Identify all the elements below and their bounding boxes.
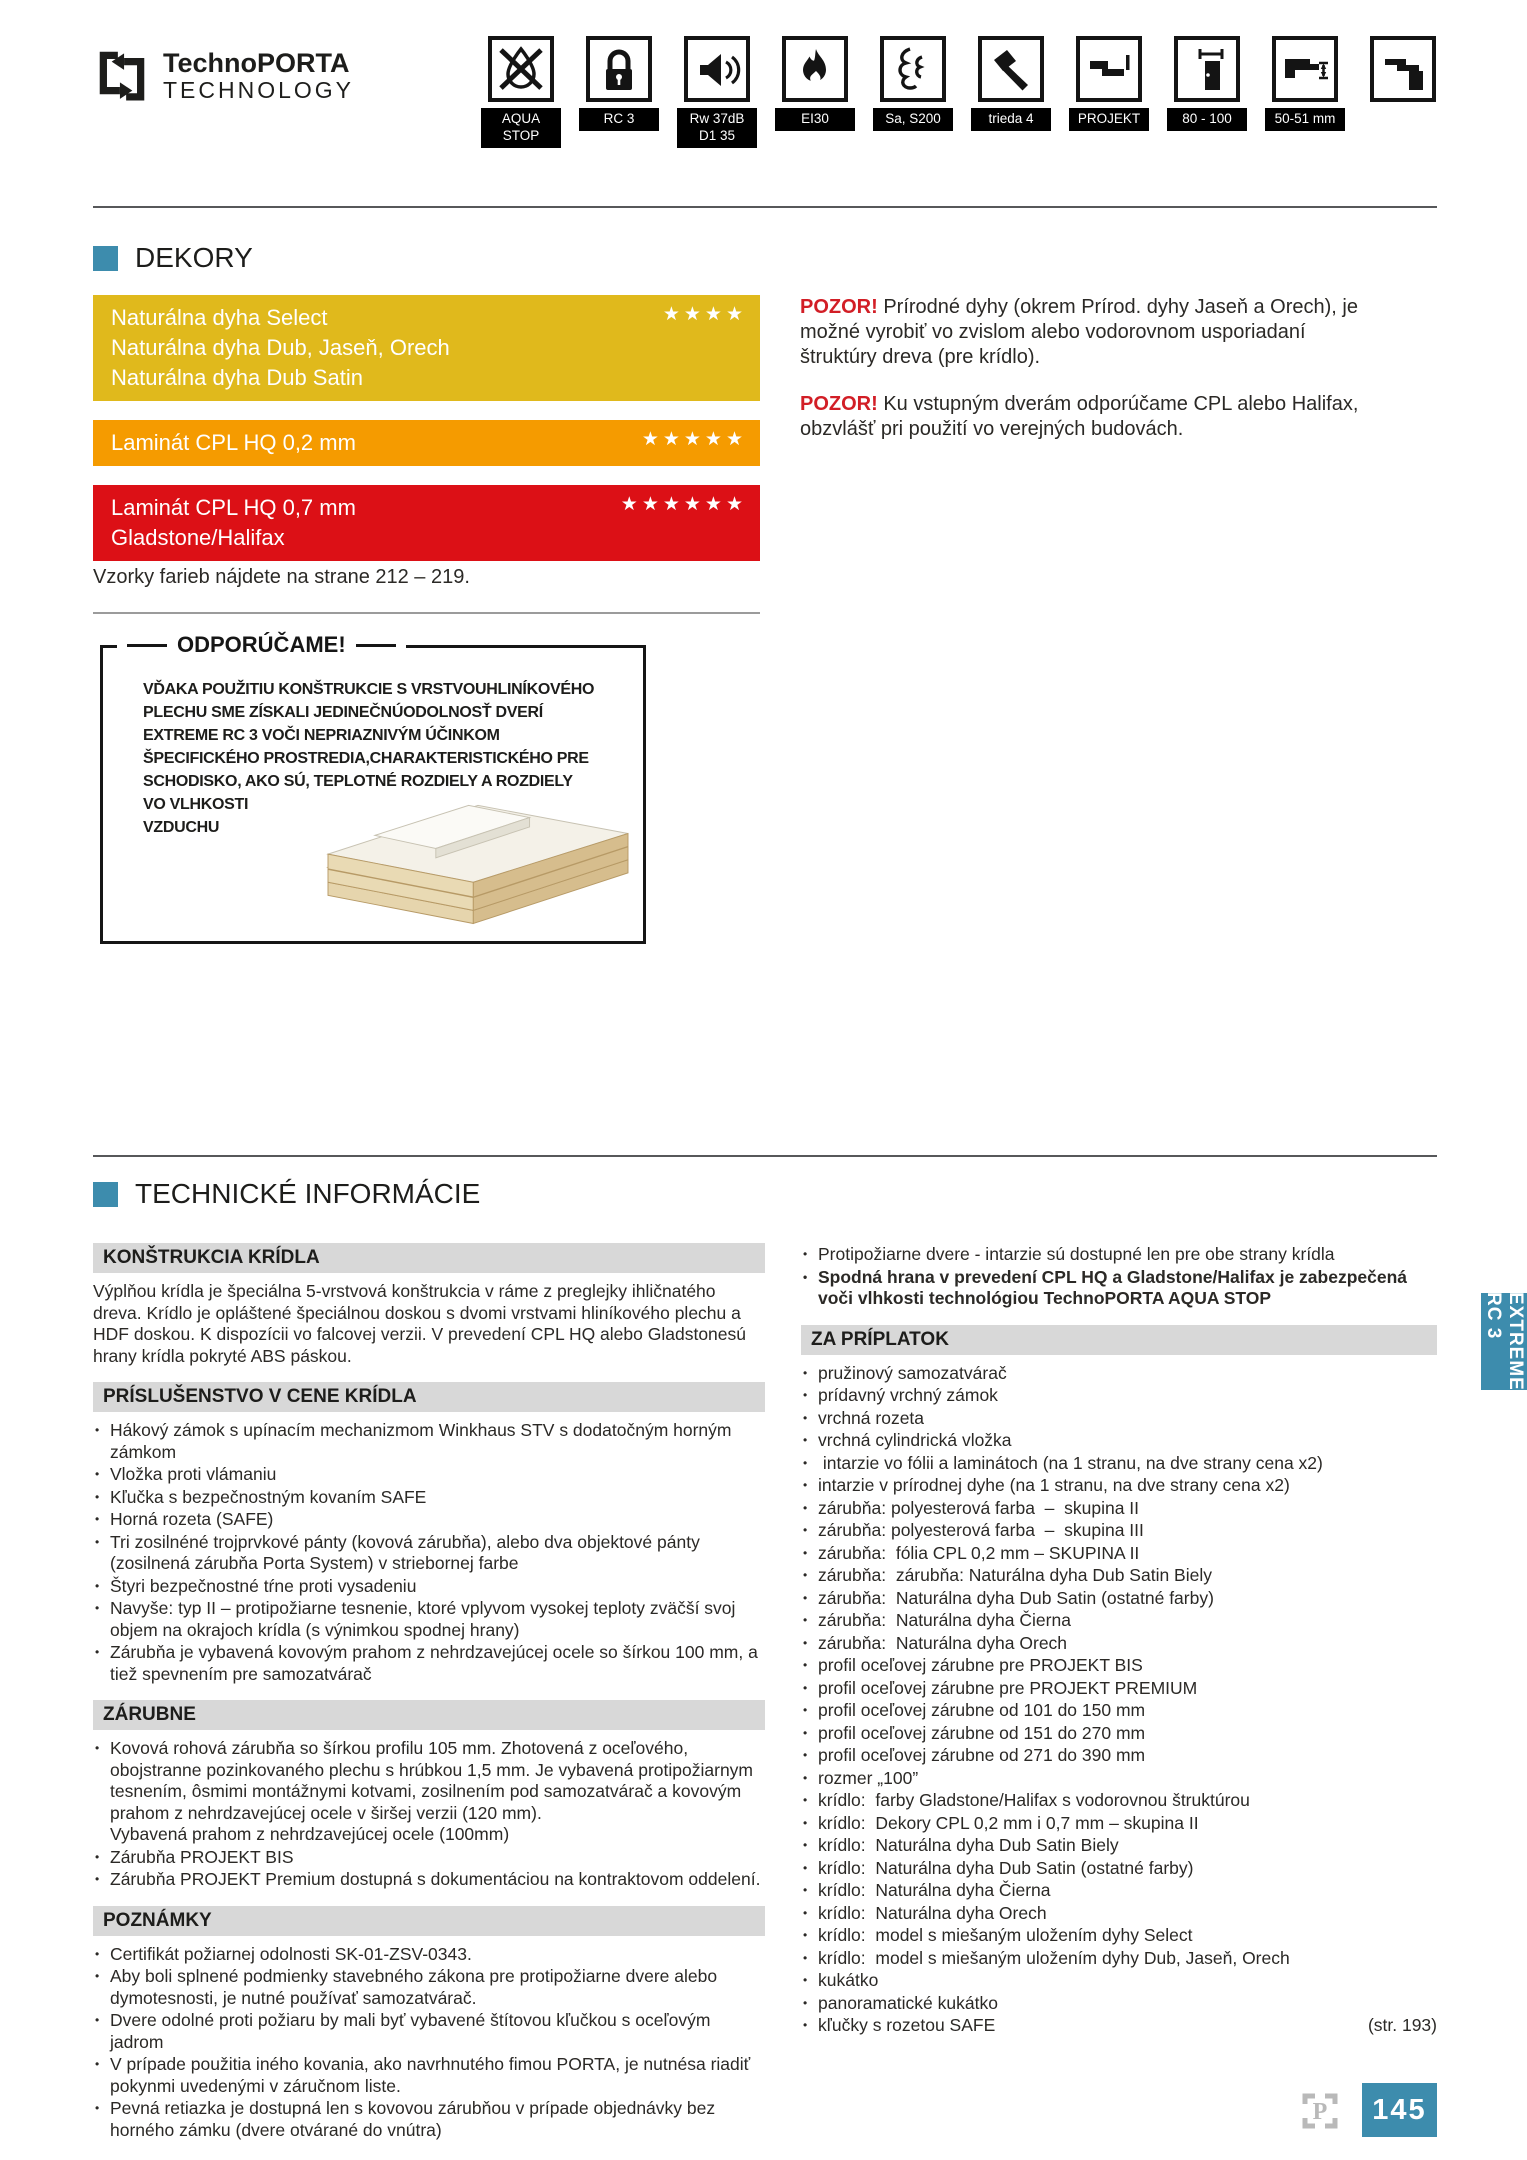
list-item: • intarzie v prírodnej dyhe (na 1 stranu, na dve strany cena x2) bbox=[801, 1475, 1437, 1497]
list-item: • Zárubňa PROJEKT BIS bbox=[93, 1847, 765, 1869]
tech-section-title bbox=[93, 1178, 480, 1210]
star-rating: ★★★★ bbox=[662, 304, 747, 325]
lock-icon bbox=[586, 36, 652, 102]
recommend-title: ODPORÚČAME! bbox=[117, 632, 406, 658]
recycle-arrows-icon bbox=[93, 44, 151, 107]
decor-bars bbox=[93, 295, 760, 580]
section-title-text: TECHNICKÉ INFORMÁCIE bbox=[135, 1178, 481, 1209]
list-item: • Hákový zámok s upínacím mechanizmom Winkhaus STV s dodatočným horným zámkom bbox=[93, 1420, 765, 1463]
decor-line: Laminát CPL HQ 0,2 mm bbox=[111, 430, 356, 455]
list-item: • zárubňa: Naturálna dyha Čierna bbox=[801, 1610, 1437, 1632]
pozor-text: Ku vstupným dverám odporúčame CPL alebo Halifax, obzvlášť pri použití vo verejných budovách. bbox=[800, 393, 1359, 440]
list-item: • kukátko bbox=[801, 1970, 1437, 1992]
recommend-box bbox=[100, 632, 646, 944]
list-item: • Kľučka s bezpečnostným kovaním SAFE bbox=[93, 1487, 765, 1509]
section-title-text: DEKORY bbox=[135, 242, 253, 273]
pozor-label: POZOR! bbox=[800, 393, 878, 415]
tech-columns bbox=[93, 1243, 1437, 2142]
decor-line: Naturálna dyha Dub, Jaseň, Orech bbox=[111, 335, 450, 360]
list-item: • zárubňa: Naturálna dyha Dub Satin (ostatné farby) bbox=[801, 1588, 1437, 1610]
hammer-icon bbox=[978, 36, 1044, 102]
porta-brand-icon bbox=[1297, 2088, 1343, 2139]
list-item: • Vložka proti vlámaniu bbox=[93, 1464, 765, 1486]
smoke-icon bbox=[880, 36, 946, 102]
decor-bar-cpl-07 bbox=[93, 485, 760, 561]
zarubne-list bbox=[93, 1738, 765, 1891]
list-item: • Kovová rohová zárubňa so šírkou profilu 105 mm. Zhotovená z oceľového, obojstranne pozinkovaného plechu s hrúbkou 1,5 mm. Je vybavená protipožiarnym tesnením, ôsmimi montážnymi kotvami, zosilnením pod samozatvárač a kovovým prahom z nehrdzavejúcej ocele v širšej verzii (120 mm). Vybavená prahom z nehrdzavejúcej ocele (100mm) bbox=[93, 1738, 765, 1846]
cert-smoke bbox=[874, 36, 952, 148]
list-item: • krídlo: Naturálna dyha Orech bbox=[801, 1903, 1437, 1925]
list-item: • intarzie vo fólii a laminátoch (na 1 stranu, na dve strany cena x2) bbox=[801, 1453, 1437, 1475]
logo-line1: TechnoPORTA bbox=[163, 48, 350, 79]
list-item: • zárubňa: fólia CPL 0,2 mm – SKUPINA II bbox=[801, 1543, 1437, 1565]
door-cross-section-image bbox=[318, 781, 638, 936]
cert-wall-profile bbox=[1364, 36, 1442, 148]
color-samples-note: Vzorky farieb nájdete na strane 212 – 219. bbox=[93, 566, 470, 588]
list-item: • krídlo: model s miešaným uložením dyhy Select bbox=[801, 1925, 1437, 1947]
right-top-list bbox=[801, 1244, 1437, 1310]
brand-letter: P bbox=[1312, 2099, 1328, 2125]
pozor-notes bbox=[800, 295, 1365, 464]
section-square-icon bbox=[93, 246, 118, 271]
list-item: • Navyše: typ II – protipožiarne tesnenie, ktoré vplyvom vysokej teploty zväčší svoj objem na okrajoch krídla (s výnimkou spodnej hrany) bbox=[93, 1598, 765, 1641]
cert-thickness bbox=[1266, 36, 1344, 148]
decor-bar-cpl-02 bbox=[93, 420, 760, 466]
list-item: • zárubňa: polyesterová farba – skupina II bbox=[801, 1498, 1437, 1520]
list-item: • prídavný vrchný zámok bbox=[801, 1385, 1437, 1407]
heading-prislusenstvo: PRÍSLUŠENSTVO V CENE KRÍDLA bbox=[93, 1382, 765, 1412]
star-rating: ★★★★★ bbox=[641, 429, 747, 450]
list-item: • profil oceľovej zárubne od 151 do 270 mm bbox=[801, 1723, 1437, 1745]
decor-line: Gladstone/Halifax bbox=[111, 525, 285, 550]
cert-label: 80 - 100 bbox=[1167, 108, 1247, 131]
profile-height-icon bbox=[1272, 36, 1338, 102]
decor-line: Laminát CPL HQ 0,7 mm bbox=[111, 495, 356, 520]
cert-aqua-stop bbox=[482, 36, 560, 148]
flame-icon bbox=[782, 36, 848, 102]
divider bbox=[93, 1155, 1437, 1157]
pozor-label: POZOR! bbox=[800, 296, 878, 318]
pozor-text: Prírodné dyhy (okrem Prírod. dyhy Jaseň a Orech), je možné vyrobiť vo zvislom alebo vodorovnom usporiadaní štruktúry dreva (pre krídlo). bbox=[800, 296, 1358, 368]
list-item: • krídlo: Naturálna dyha Dub Satin Biely bbox=[801, 1835, 1437, 1857]
list-item: • Certifikát požiarnej odolnosti SK-01-ZSV-0343. bbox=[93, 1944, 765, 1966]
heading-za-priplatok: ZA PRÍPLATOK bbox=[801, 1325, 1437, 1355]
technoporta-logo bbox=[93, 44, 354, 107]
cert-label: Sa, S200 bbox=[873, 108, 953, 131]
divider bbox=[93, 206, 1437, 208]
star-rating: ★★★★★★ bbox=[620, 494, 747, 515]
list-item: • zárubňa: polyesterová farba – skupina III bbox=[801, 1520, 1437, 1542]
heading-zarubne: ZÁRUBNE bbox=[93, 1700, 765, 1730]
list-item: • zárubňa: Naturálna dyha Orech bbox=[801, 1633, 1437, 1655]
cert-label: RC 3 bbox=[579, 108, 659, 131]
list-item: • vrchná rozeta bbox=[801, 1408, 1437, 1430]
logo-line2: TECHNOLOGY bbox=[163, 76, 355, 103]
list-item: • Tri zosilnéné trojprvkové pánty (kovová zárubňa), alebo dva objektové pánty (zosilnená zárubňa Porta System) v striebornej farbe bbox=[93, 1532, 765, 1575]
wall-profile-icon bbox=[1370, 36, 1436, 102]
list-item: • zárubňa: zárubňa: Naturálna dyha Dub Satin Biely bbox=[801, 1565, 1437, 1587]
list-item: • profil oceľovej zárubne od 101 do 150 mm bbox=[801, 1700, 1437, 1722]
cert-acoustic bbox=[678, 36, 756, 148]
cert-rc3 bbox=[580, 36, 658, 148]
cert-projekt bbox=[1070, 36, 1148, 148]
surcharge-list bbox=[801, 1363, 1437, 2037]
list-item: • krídlo: model s miešaným uložením dyhy Dub, Jaseň, Orech bbox=[801, 1948, 1437, 1970]
list-item: • rozmer „100” bbox=[801, 1768, 1437, 1790]
list-item: • pružinový samozatvárač bbox=[801, 1363, 1437, 1385]
decor-line: Naturálna dyha Select bbox=[111, 305, 328, 330]
heading-poznamky: POZNÁMKY bbox=[93, 1906, 765, 1936]
pozor-note bbox=[800, 392, 1365, 442]
cert-fire bbox=[776, 36, 854, 148]
list-item: • Zárubňa PROJEKT Premium dostupná s dokumentáciou na kontraktovom oddelení. bbox=[93, 1869, 765, 1891]
cert-label: PROJEKT bbox=[1069, 108, 1149, 131]
list-item: • Spodná hrana v prevedení CPL HQ a Gladstone/Halifax je zabezpečená voči vlhkosti technológiou TechnoPORTA AQUA STOP bbox=[801, 1267, 1437, 1310]
side-tab-extreme-rc3: EXTREME RC 3 bbox=[1483, 1292, 1526, 1391]
list-item: • krídlo: Naturálna dyha Dub Satin (ostatné farby) bbox=[801, 1858, 1437, 1880]
prislusenstvo-list bbox=[93, 1420, 765, 1685]
aqua-stop-icon bbox=[488, 36, 554, 102]
tech-left-column bbox=[93, 1243, 765, 2142]
cert-label: 50-51 mm bbox=[1265, 108, 1345, 131]
list-item: • profil oceľovej zárubne od 271 do 390 mm bbox=[801, 1745, 1437, 1767]
dekory-section-title bbox=[93, 242, 253, 274]
list-item: • Horná rozeta (SAFE) bbox=[93, 1509, 765, 1531]
divider bbox=[93, 612, 760, 614]
tech-right-column bbox=[801, 1243, 1437, 2142]
list-item: • vrchná cylindrická vložka bbox=[801, 1430, 1437, 1452]
decor-line: Naturálna dyha Dub Satin bbox=[111, 365, 363, 390]
list-item: • profil oceľovej zárubne pre PROJEKT BIS bbox=[801, 1655, 1437, 1677]
list-item: • krídlo: Naturálna dyha Čierna bbox=[801, 1880, 1437, 1902]
list-item: • Protipožiarne dvere - intarzie sú dostupné len pre obe strany krídla bbox=[801, 1244, 1437, 1266]
list-item: • V prípade použitia iného kovania, ako navrhnutého fimou PORTA, je nutnésa riadiť pokynmi uvedenými v záručnom liste. bbox=[93, 2054, 765, 2097]
logo-text bbox=[163, 49, 354, 101]
recommend-text: VĎAKA POUŽITIU KONŠTRUKCIE S VRSTVOUHLINÍKOVÉHO PLECHU SME ZÍSKALI JEDINEČNÚODOLNOSŤ DVERÍ EXTREME RC 3 VOČI NEPRIAZNIVÝM ÚČINKOM ŠPECIFICKÉHO PROSTREDIA,CHARAKTERISTICKÉHO PRE SCHODISKO, AKO SÚ, TEPLOTNÉ ROZDIELY A ROZDIELY VO VLHKOSTI VZDUCHU bbox=[143, 681, 595, 836]
certification-icons-row bbox=[482, 36, 1442, 148]
page-header bbox=[93, 36, 1442, 148]
page-number-badge: 145 bbox=[1362, 2083, 1437, 2137]
speaker-icon bbox=[684, 36, 750, 102]
cert-label: Rw 37dB D1 35 bbox=[677, 108, 757, 148]
heading-konstrukcia-kridla: KONŠTRUKCIA KRÍDLA bbox=[93, 1243, 765, 1273]
pozor-note bbox=[800, 295, 1365, 370]
poznamky-list bbox=[93, 1944, 765, 2142]
cert-width bbox=[1168, 36, 1246, 148]
list-item: • krídlo: farby Gladstone/Halifax s vodorovnou štruktúrou bbox=[801, 1790, 1437, 1812]
list-item: • (str. 193) kľučky s rozetou SAFE bbox=[801, 2015, 1437, 2037]
list-item: • Zárubňa je vybavená kovovým prahom z nehrdzavejúcej ocele so šírkou 100 mm, a tiež spevnením pre samozatvárač bbox=[93, 1642, 765, 1685]
list-item: • Pevná retiazka je dostupná len s kovovou zárubňou v prípade objednávky bez horného zámku (dvere otvárané do vnútra) bbox=[93, 2098, 765, 2141]
cert-class4 bbox=[972, 36, 1050, 148]
section-square-icon bbox=[93, 1182, 118, 1207]
cert-label: AQUA STOP bbox=[481, 108, 561, 148]
door-width-icon bbox=[1174, 36, 1240, 102]
cert-label: EI30 bbox=[775, 108, 855, 131]
list-item: • krídlo: Dekory CPL 0,2 mm i 0,7 mm – skupina II bbox=[801, 1813, 1437, 1835]
cert-label: trieda 4 bbox=[971, 108, 1051, 131]
frame-profile-icon bbox=[1076, 36, 1142, 102]
list-item: • profil oceľovej zárubne pre PROJEKT PREMIUM bbox=[801, 1678, 1437, 1700]
decor-bar-natural-veneer bbox=[93, 295, 760, 401]
list-item: • Dvere odolné proti požiaru by mali byť vybavené štítovou kľučkou s oceľovým jadrom bbox=[93, 2010, 765, 2053]
list-item: • panoramatické kukátko bbox=[801, 1993, 1437, 2015]
list-item: • Štyri bezpečnostné tŕne proti vysadeniu bbox=[93, 1576, 765, 1598]
konstrukcia-paragraph: Výplňou krídla je špeciálna 5-vrstvová konštrukcia v ráme z preglejky ihličnatého dreva. Krídlo je opláštené špeciálnou doskou s dvomi vrstvami hliníkového plechu a HDF doskou. K dispozícii vo falcovej verzii. V prevedení CPL HQ alebo Gladstonesú hrany krídla pokryté ABS páskou. bbox=[93, 1281, 746, 1366]
list-item: • Aby boli splnené podmienky stavebného zákona pre protipožiarne dvere alebo dymotesnosti, je nutné používať samozatvárač. bbox=[93, 1966, 765, 2009]
